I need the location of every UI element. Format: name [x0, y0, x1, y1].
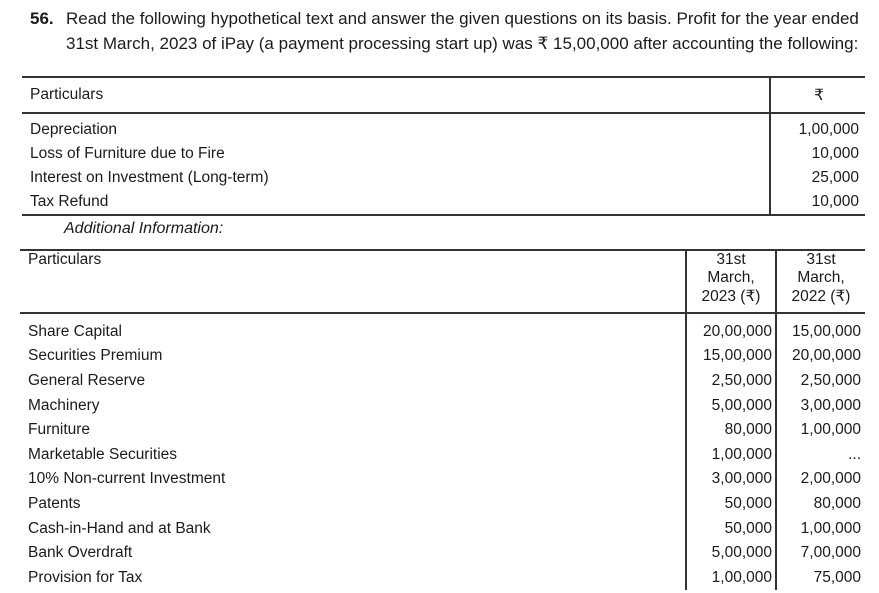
particular-cell: Depreciation: [30, 121, 118, 138]
particular-cell: Interest on Investment (Long-term): [30, 169, 269, 186]
amount-cell: 10,000: [770, 190, 865, 215]
col-2023-header-line1: 31st March,: [686, 250, 776, 287]
value-2022-cell: 3,00,000: [800, 396, 861, 414]
value-2022-cell: 2,50,000: [800, 372, 861, 390]
value-2022-cell: 80,000: [813, 495, 861, 513]
particular-cell: Patents: [28, 495, 81, 513]
col-2022-header-line1: 31st March,: [776, 250, 865, 287]
particular-cell: Marketable Securities: [28, 445, 178, 463]
value-2023-cell: 80,000: [686, 418, 776, 443]
amount-cell: 1,00,000: [770, 113, 865, 142]
particular-cell: Cash-in-Hand and at Bank: [28, 519, 211, 537]
particular-cell: Loss of Furniture due to Fire: [30, 145, 225, 162]
table-row: [20, 516, 865, 541]
particular-cell: Securities Premium: [28, 347, 163, 365]
table-row: [20, 492, 865, 517]
question-text-line2: 31st March, 2023 of iPay (a payment processing start up) was ₹ 15,00,000 after accounting the following:: [66, 34, 859, 53]
value-2022-cell: 1,00,000: [800, 519, 861, 537]
table-header-row: [20, 250, 865, 287]
question-number: 56.: [30, 9, 54, 28]
amount-cell: 25,000: [770, 166, 865, 190]
value-2023-cell: 15,00,000: [686, 344, 776, 369]
value-2023-cell: 1,00,000: [686, 566, 776, 591]
table-row: [20, 369, 865, 394]
value-2022-cell: 2,00,000: [800, 470, 861, 488]
col-2022-header-line2: 2022 (₹): [776, 287, 865, 313]
value-2023-cell: 1,00,000: [686, 443, 776, 468]
value-2022-cell: 1,00,000: [800, 421, 861, 439]
particular-cell: 10% Non-current Investment: [28, 470, 226, 488]
value-2023-cell: 20,00,000: [686, 313, 776, 345]
particular-cell: Bank Overdraft: [28, 544, 133, 562]
question-block: [30, 6, 870, 56]
table-row: [22, 142, 865, 166]
value-2023-cell: 50,000: [686, 492, 776, 517]
table-row: [22, 190, 865, 215]
particular-cell: Machinery: [28, 396, 100, 414]
table-header-row: [22, 77, 865, 113]
col-2023-header-line2: 2023 (₹): [686, 287, 776, 313]
amount-header: ₹: [770, 77, 865, 113]
particular-cell: Provision for Tax: [28, 568, 143, 586]
table-row: [20, 467, 865, 492]
particular-cell: General Reserve: [28, 372, 146, 390]
value-2022-cell: 7,00,000: [800, 544, 861, 562]
particulars-header: Particulars: [20, 250, 686, 313]
question-text-line1: Read the following hypothetical text and answer the given questions on its basis. Profit for the year ended: [66, 9, 859, 28]
table-row: [20, 443, 865, 468]
additional-info-label: Additional Information:: [64, 220, 224, 237]
table-row: [22, 113, 865, 142]
table-row: [22, 166, 865, 190]
table-row: [20, 418, 865, 443]
table-row: [20, 313, 865, 345]
particular-cell: Tax Refund: [22, 190, 770, 215]
value-2023-cell: 2,50,000: [686, 369, 776, 394]
amount-cell: 10,000: [770, 142, 865, 166]
value-2022-cell: 15,00,000: [792, 322, 861, 340]
particulars-header: Particulars: [22, 77, 770, 113]
table-row: [20, 344, 865, 369]
balances-table: [20, 249, 865, 590]
value-2022-cell: 75,000: [813, 568, 861, 586]
particular-cell: Furniture: [28, 421, 91, 439]
table-row: [20, 393, 865, 418]
value-2023-cell: 5,00,000: [686, 541, 776, 566]
table-row: [20, 566, 865, 591]
value-2023-cell: 3,00,000: [686, 467, 776, 492]
value-2023-cell: 5,00,000: [686, 393, 776, 418]
value-2023-cell: 50,000: [686, 516, 776, 541]
value-2022-cell: ...: [848, 445, 861, 463]
particular-cell: Share Capital: [28, 322, 122, 340]
adjustments-table: [22, 76, 865, 216]
table-row: [20, 541, 865, 566]
value-2022-cell: 20,00,000: [792, 347, 861, 365]
